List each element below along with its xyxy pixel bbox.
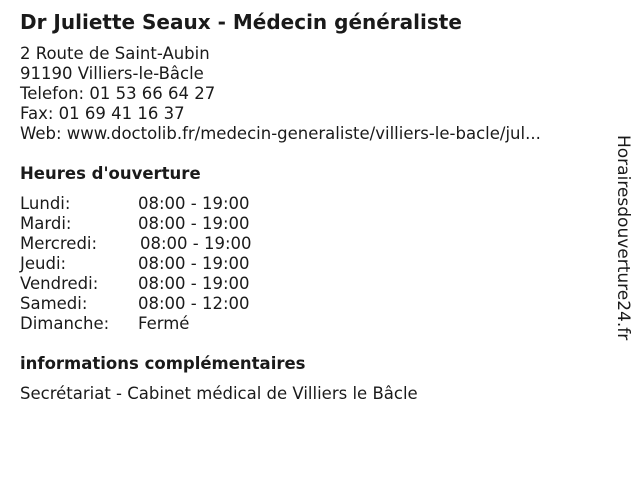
- time-range: Fermé: [138, 314, 190, 333]
- time-range: 08:00 - 12:00: [138, 294, 250, 313]
- time-range: 08:00 - 19:00: [138, 254, 250, 273]
- address-city: 91190 Villiers-le-Bâcle: [20, 64, 204, 83]
- fax-number: Fax: 01 69 41 16 37: [20, 104, 185, 123]
- website-url: Web: www.doctolib.fr/medecin-generaliste/villiers-le-bacle/jul...: [20, 124, 541, 143]
- day-label: Jeudi:: [20, 254, 67, 273]
- day-label: Mardi:: [20, 214, 72, 233]
- contact-block: [20, 44, 541, 144]
- day-label: Samedi:: [20, 294, 88, 313]
- day-label: Lundi:: [20, 194, 71, 213]
- day-label: Vendredi:: [20, 274, 99, 293]
- opening-hours-heading: Heures d'ouverture: [20, 164, 201, 183]
- time-range: 08:00 - 19:00: [138, 194, 250, 213]
- day-label: Mercredi:: [20, 234, 98, 253]
- additional-info-text: Secrétariat - Cabinet médical de Villiers le Bâcle: [20, 384, 418, 403]
- time-range: 08:00 - 19:00: [138, 214, 250, 233]
- time-range: 08:00 - 19:00: [138, 274, 250, 293]
- time-range: 08:00 - 19:00: [140, 234, 252, 253]
- site-brand-watermark: Horairesdouverture24.fr: [613, 135, 633, 341]
- phone-number: Telefon: 01 53 66 64 27: [20, 84, 216, 103]
- additional-info-heading: informations complémentaires: [20, 354, 306, 373]
- page-title: Dr Juliette Seaux - Médecin généraliste: [20, 10, 462, 34]
- day-label: Dimanche:: [20, 314, 110, 333]
- address-street: 2 Route de Saint-Aubin: [20, 44, 210, 63]
